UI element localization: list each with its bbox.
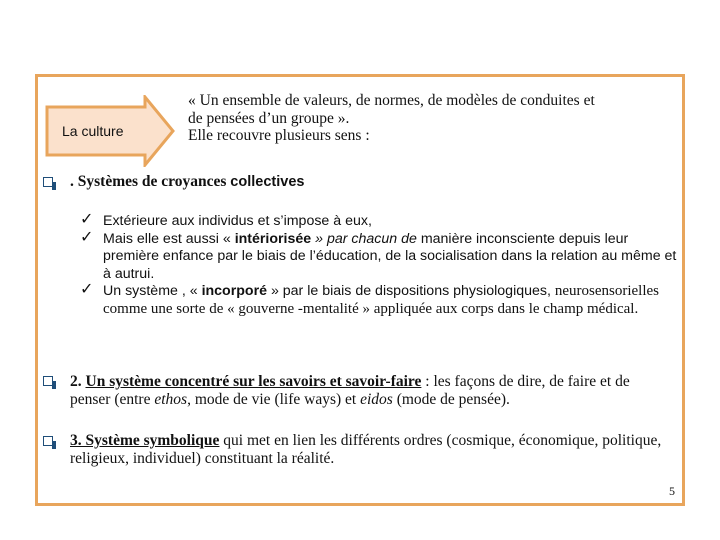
section-2-ethos: ethos	[154, 391, 188, 408]
checkmark-icon: ✓	[80, 228, 94, 246]
section-3	[70, 432, 670, 468]
section-2	[70, 373, 670, 409]
bullet-box-icon	[43, 436, 53, 446]
bullet-box-icon	[43, 177, 53, 187]
section-2-text: (mode de pensée).	[392, 391, 510, 408]
section-1-prefix: . Systèmes de croyances	[70, 173, 227, 190]
section-2-eidos: eidos	[360, 391, 393, 408]
section-2-number: 2.	[70, 373, 82, 390]
section-2-text: : les façons de dire, de faire et de penser (entre	[70, 373, 630, 408]
check-item-bold: intériorisée	[234, 230, 312, 247]
check-item-text: » par le biais de dispositions physiologiques,	[267, 283, 555, 299]
check-item	[80, 283, 680, 318]
section-3-title: 3. Système symbolique	[70, 432, 220, 449]
check-item	[80, 228, 680, 284]
checkmark-icon: ✓	[80, 211, 94, 228]
check-item-italic: » par chacun de	[311, 230, 417, 247]
section-2-text: , mode de vie (life ways) et	[187, 391, 361, 408]
check-item-text: Extérieure aux individus et s’impose à eux,	[103, 213, 372, 229]
page-number: 5	[669, 484, 675, 498]
check-item-text: Mais elle est aussi «	[103, 230, 235, 247]
section-2-title: Un système concentré sur les savoirs et savoir-faire	[85, 373, 422, 390]
intro-line-3: Elle recouvre plusieurs sens :	[188, 127, 370, 144]
intro-line-1: « Un ensemble de valeurs, de normes, de modèles de conduites et	[188, 92, 595, 109]
check-item-bold: incorporé	[201, 283, 267, 299]
section-1-heading	[70, 173, 304, 191]
check-item-text: manière inconsciente depuis leur première enfance par le biais de l’éducation, de la socialisation dans la relation au même et à autrui.	[103, 230, 677, 282]
definition-text	[188, 92, 678, 145]
bullet-box-icon	[43, 376, 53, 386]
check-list	[80, 213, 680, 318]
check-item-text: Un système , «	[103, 283, 202, 299]
check-item-serif: neurosensorielles comme une sorte de « gouverne -mentalité » appliquée aux corps dans le champ médical.	[103, 283, 660, 317]
check-item	[80, 213, 680, 231]
section-1-rest: collectives	[230, 174, 305, 190]
section-3-text: qui met en lien les différents ordres (cosmique, économique, politique, religieux, individuel) constituant la réalité.	[70, 432, 662, 467]
intro-line-2: de pensées d’un groupe ».	[188, 109, 350, 127]
arrow-label: La culture	[62, 123, 124, 139]
checkmark-icon: ✓	[80, 281, 94, 298]
